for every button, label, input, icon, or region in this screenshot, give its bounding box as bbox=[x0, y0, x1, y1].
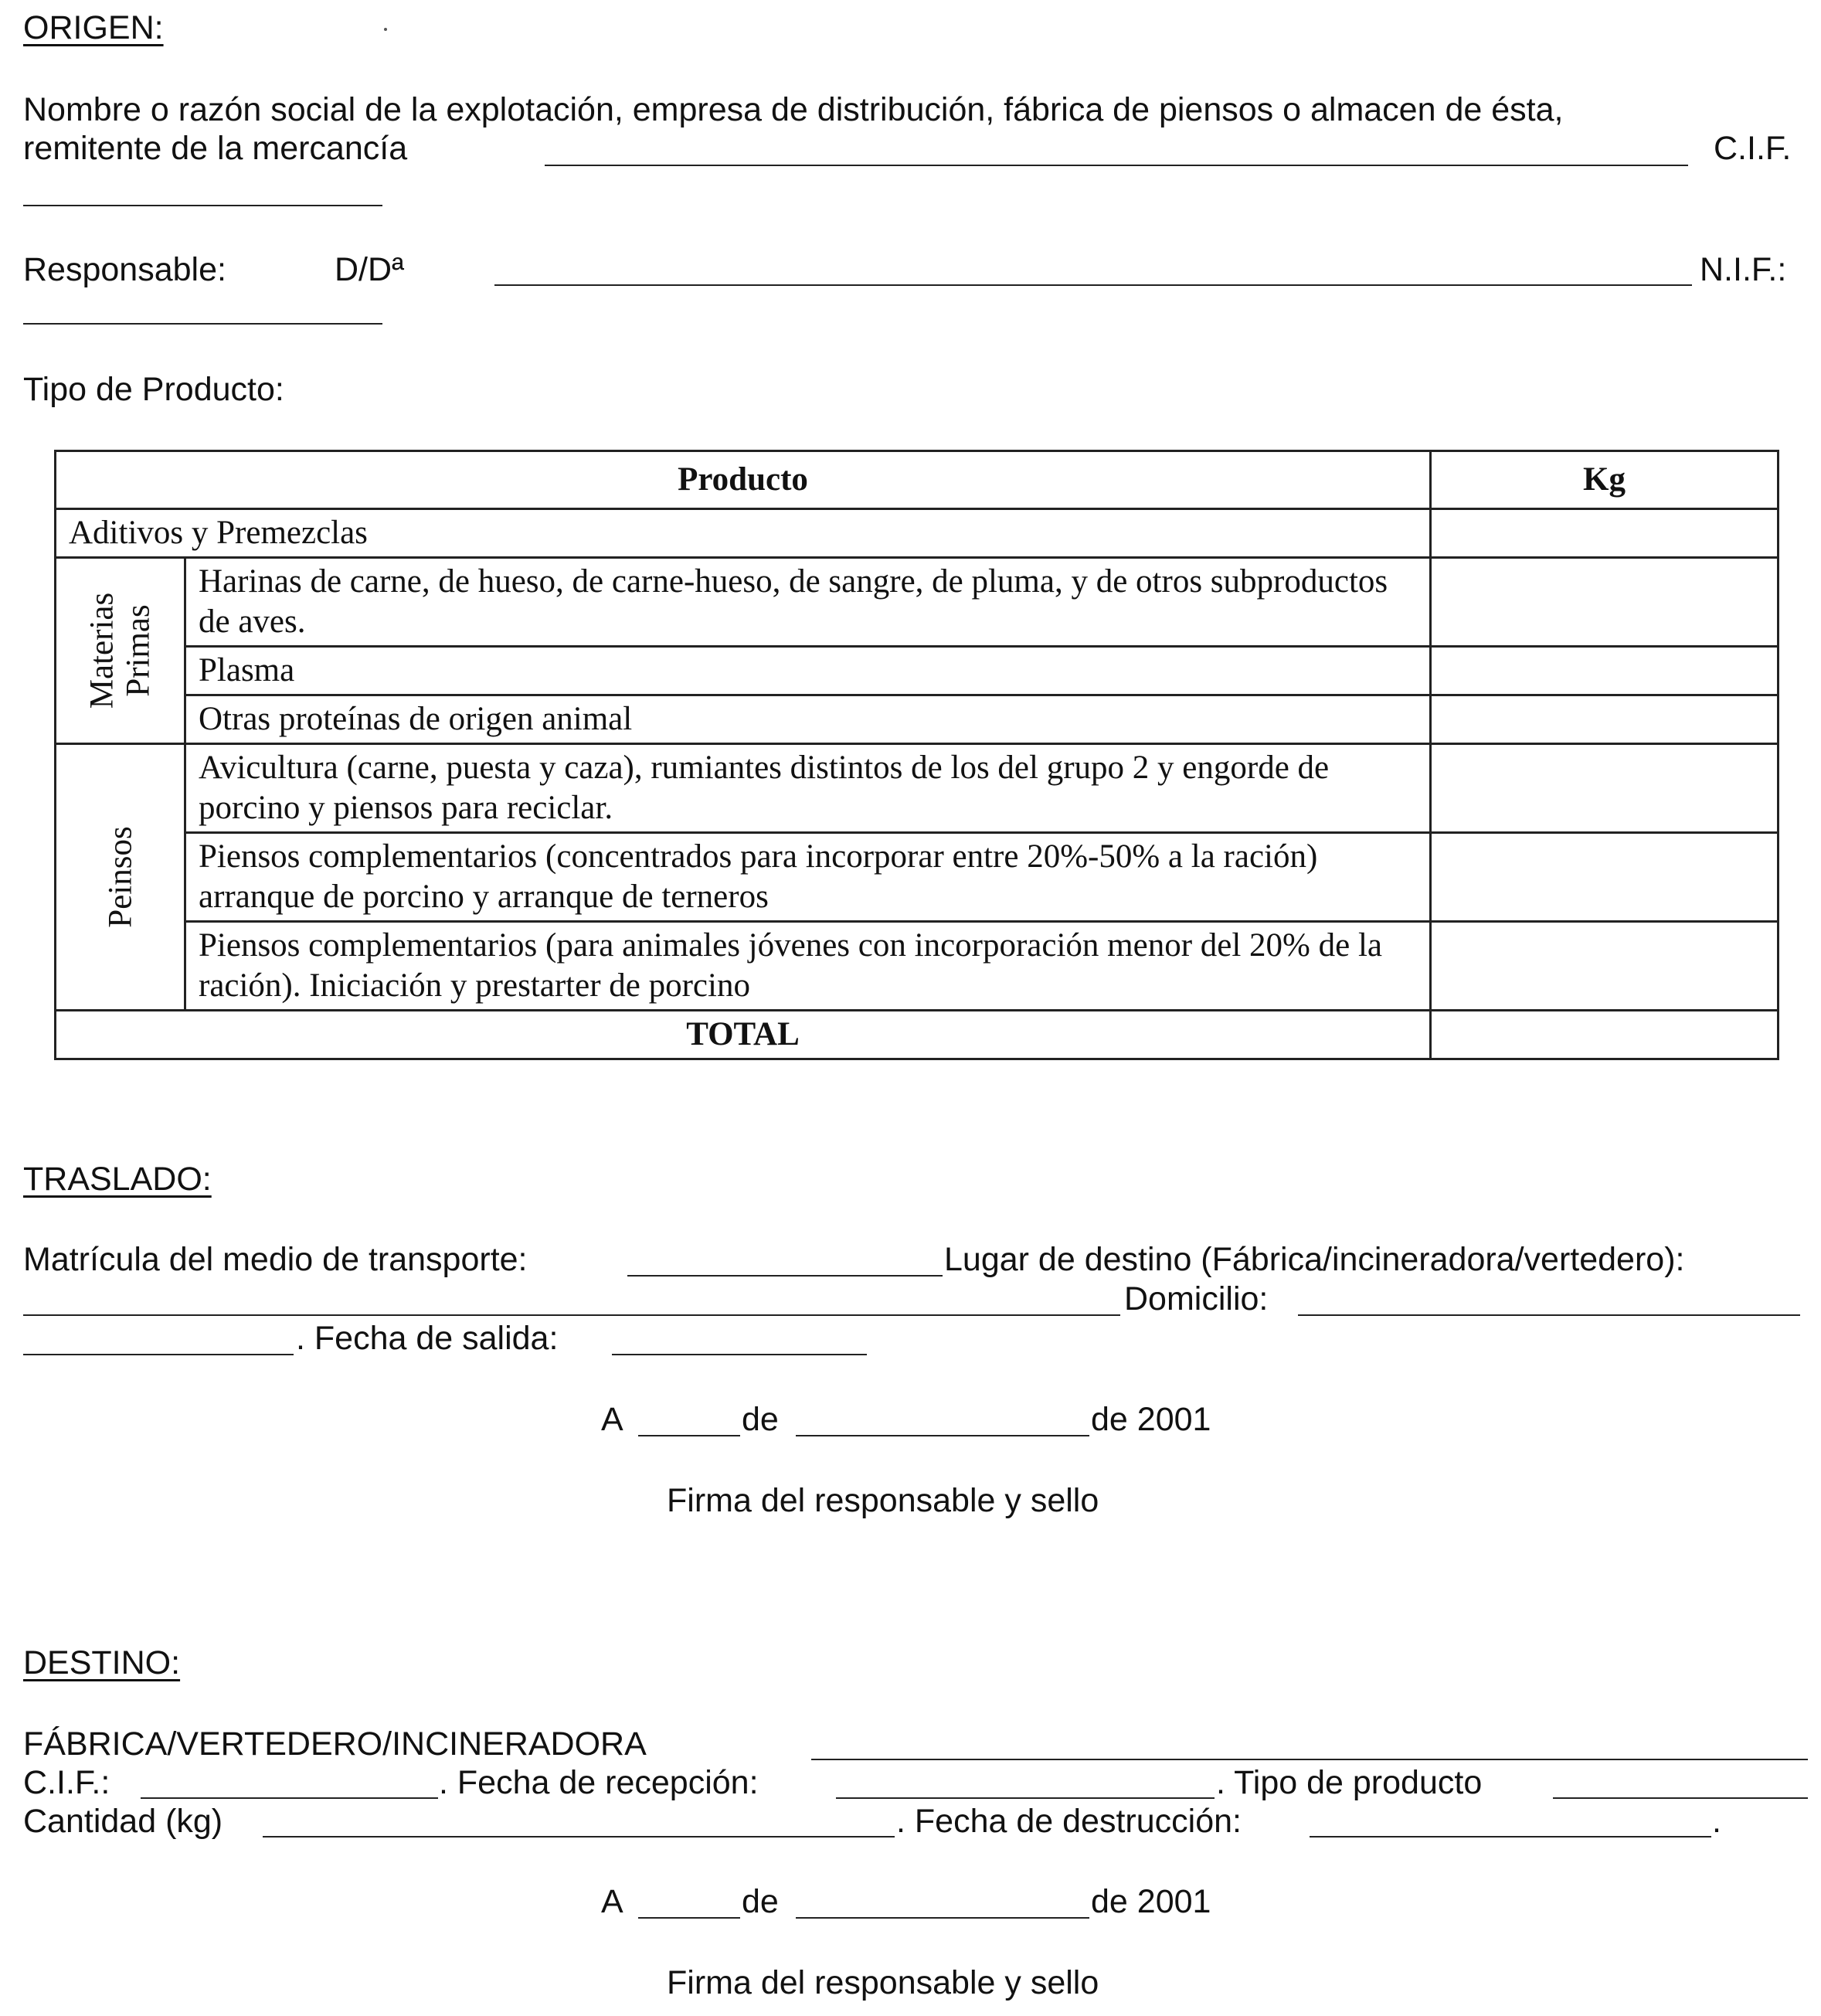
fecha-destruccion-field[interactable] bbox=[1310, 1836, 1711, 1838]
fecha-destruccion-label: . Fecha de destrucción: bbox=[896, 1803, 1242, 1840]
domicilio-label: Domicilio: bbox=[1124, 1280, 1269, 1317]
header-kg: Kg bbox=[1431, 451, 1779, 509]
table-row bbox=[56, 833, 1779, 922]
matricula-label: Matrícula del medio de transporte: bbox=[23, 1241, 528, 1278]
fabrica-label: FÁBRICA/VERTEDERO/INCINERADORA bbox=[23, 1725, 647, 1763]
destino-date-a: A bbox=[601, 1883, 623, 1920]
kg-input-harinas[interactable] bbox=[1431, 558, 1779, 647]
destino-date-year: de 2001 bbox=[1091, 1883, 1211, 1920]
origen-line-2-label: remitente de la mercancía bbox=[23, 130, 408, 167]
traslado-firma: Firma del responsable y sello bbox=[667, 1482, 1099, 1519]
table-total-row bbox=[56, 1011, 1779, 1059]
cantidad-label: Cantidad (kg) bbox=[23, 1803, 223, 1840]
group-piensos-label: Peinsos bbox=[101, 826, 138, 928]
domicilio-field-continued[interactable] bbox=[23, 1354, 294, 1355]
kg-input-total[interactable] bbox=[1431, 1011, 1779, 1059]
header-producto: Producto bbox=[56, 451, 1431, 509]
lugar-destino-field[interactable] bbox=[23, 1314, 1120, 1316]
scan-speck bbox=[384, 28, 387, 31]
traslado-day-field[interactable] bbox=[638, 1435, 740, 1436]
destino-heading: DESTINO: bbox=[23, 1644, 181, 1681]
tipo-producto-dest-label: . Tipo de producto bbox=[1216, 1764, 1483, 1801]
nif-label: N.I.F.: bbox=[1700, 251, 1787, 288]
kg-input-plasma[interactable] bbox=[1431, 647, 1779, 695]
row-plasma-label: Plasma bbox=[185, 647, 1431, 695]
fecha-destruccion-period: . bbox=[1712, 1803, 1721, 1840]
destino-cif-label: C.I.F.: bbox=[23, 1764, 110, 1801]
cantidad-field[interactable] bbox=[263, 1836, 895, 1838]
responsable-label: Responsable: bbox=[23, 251, 226, 288]
matricula-field[interactable] bbox=[627, 1275, 943, 1277]
row-aditivos-label: Aditivos y Premezclas bbox=[56, 509, 1431, 558]
lugar-destino-label: Lugar de destino (Fábrica/incineradora/vertedero): bbox=[944, 1241, 1685, 1278]
row-avicultura-label: Avicultura (carne, puesta y caza), rumiantes distintos de los del grupo 2 y engorde de porcino y piensos para reciclar. bbox=[185, 744, 1431, 833]
origen-line-1: Nombre o razón social de la explotación, empresa de distribución, fábrica de piensos o almacen de ésta, bbox=[23, 91, 1564, 128]
destino-day-field[interactable] bbox=[638, 1917, 740, 1919]
destino-month-field[interactable] bbox=[796, 1917, 1089, 1919]
origen-heading: ORIGEN: bbox=[23, 9, 164, 46]
responsable-name-field[interactable] bbox=[494, 284, 1692, 286]
kg-input-aditivos[interactable] bbox=[1431, 509, 1779, 558]
table-row bbox=[56, 647, 1779, 695]
table-header-row bbox=[56, 451, 1779, 509]
tipo-producto-dest-field[interactable] bbox=[1553, 1797, 1808, 1799]
traslado-date-year: de 2001 bbox=[1091, 1401, 1211, 1438]
fecha-recepcion-label: . Fecha de recepción: bbox=[439, 1764, 759, 1801]
group-materias-line-1: Materias bbox=[83, 592, 121, 709]
traslado-date-de: de bbox=[742, 1401, 779, 1438]
destino-date-de: de bbox=[742, 1883, 779, 1920]
kg-input-otras-proteinas[interactable] bbox=[1431, 695, 1779, 744]
cif-label: C.I.F. bbox=[1714, 130, 1792, 167]
kg-input-complementarios-1[interactable] bbox=[1431, 833, 1779, 922]
row-otras-proteinas-label: Otras proteínas de origen animal bbox=[185, 695, 1431, 744]
group-materias-primas bbox=[56, 558, 185, 744]
domicilio-field[interactable] bbox=[1298, 1314, 1800, 1316]
kg-input-complementarios-2[interactable] bbox=[1431, 922, 1779, 1011]
table-row bbox=[56, 558, 1779, 647]
row-harinas-label: Harinas de carne, de hueso, de carne-hueso, de sangre, de pluma, y de otros subproductos de aves. bbox=[185, 558, 1431, 647]
traslado-month-field[interactable] bbox=[796, 1435, 1089, 1436]
total-label: TOTAL bbox=[56, 1011, 1431, 1059]
row-complementarios-2-label: Piensos complementarios (para animales jóvenes con incorporación menor del 20% de la ración). Iniciación y prestarter de porcino bbox=[185, 922, 1431, 1011]
dd-label: D/Dª bbox=[335, 251, 404, 288]
traslado-date-a: A bbox=[601, 1401, 623, 1438]
nif-field[interactable] bbox=[23, 323, 382, 325]
table-row bbox=[56, 509, 1779, 558]
destino-firma: Firma del responsable y sello bbox=[667, 1964, 1099, 2001]
group-materias-line-2: Primas bbox=[120, 604, 157, 697]
product-table bbox=[54, 450, 1779, 1060]
table-row bbox=[56, 695, 1779, 744]
fecha-salida-field[interactable] bbox=[612, 1354, 867, 1355]
fecha-recepcion-field[interactable] bbox=[836, 1797, 1215, 1799]
destino-cif-field[interactable] bbox=[141, 1797, 438, 1799]
fabrica-field[interactable] bbox=[811, 1759, 1808, 1760]
row-complementarios-1-label: Piensos complementarios (concentrados para incorporar entre 20%-50% a la ración) arranque de porcino y arranque de terneros bbox=[185, 833, 1431, 922]
razon-social-field[interactable] bbox=[545, 165, 1688, 166]
fecha-salida-label: . Fecha de salida: bbox=[296, 1320, 559, 1357]
tipo-producto-label: Tipo de Producto: bbox=[23, 371, 284, 408]
cif-field[interactable] bbox=[23, 205, 382, 206]
group-piensos bbox=[56, 744, 185, 1011]
kg-input-avicultura[interactable] bbox=[1431, 744, 1779, 833]
table-row bbox=[56, 922, 1779, 1011]
traslado-heading: TRASLADO: bbox=[23, 1161, 212, 1198]
table-row bbox=[56, 744, 1779, 833]
